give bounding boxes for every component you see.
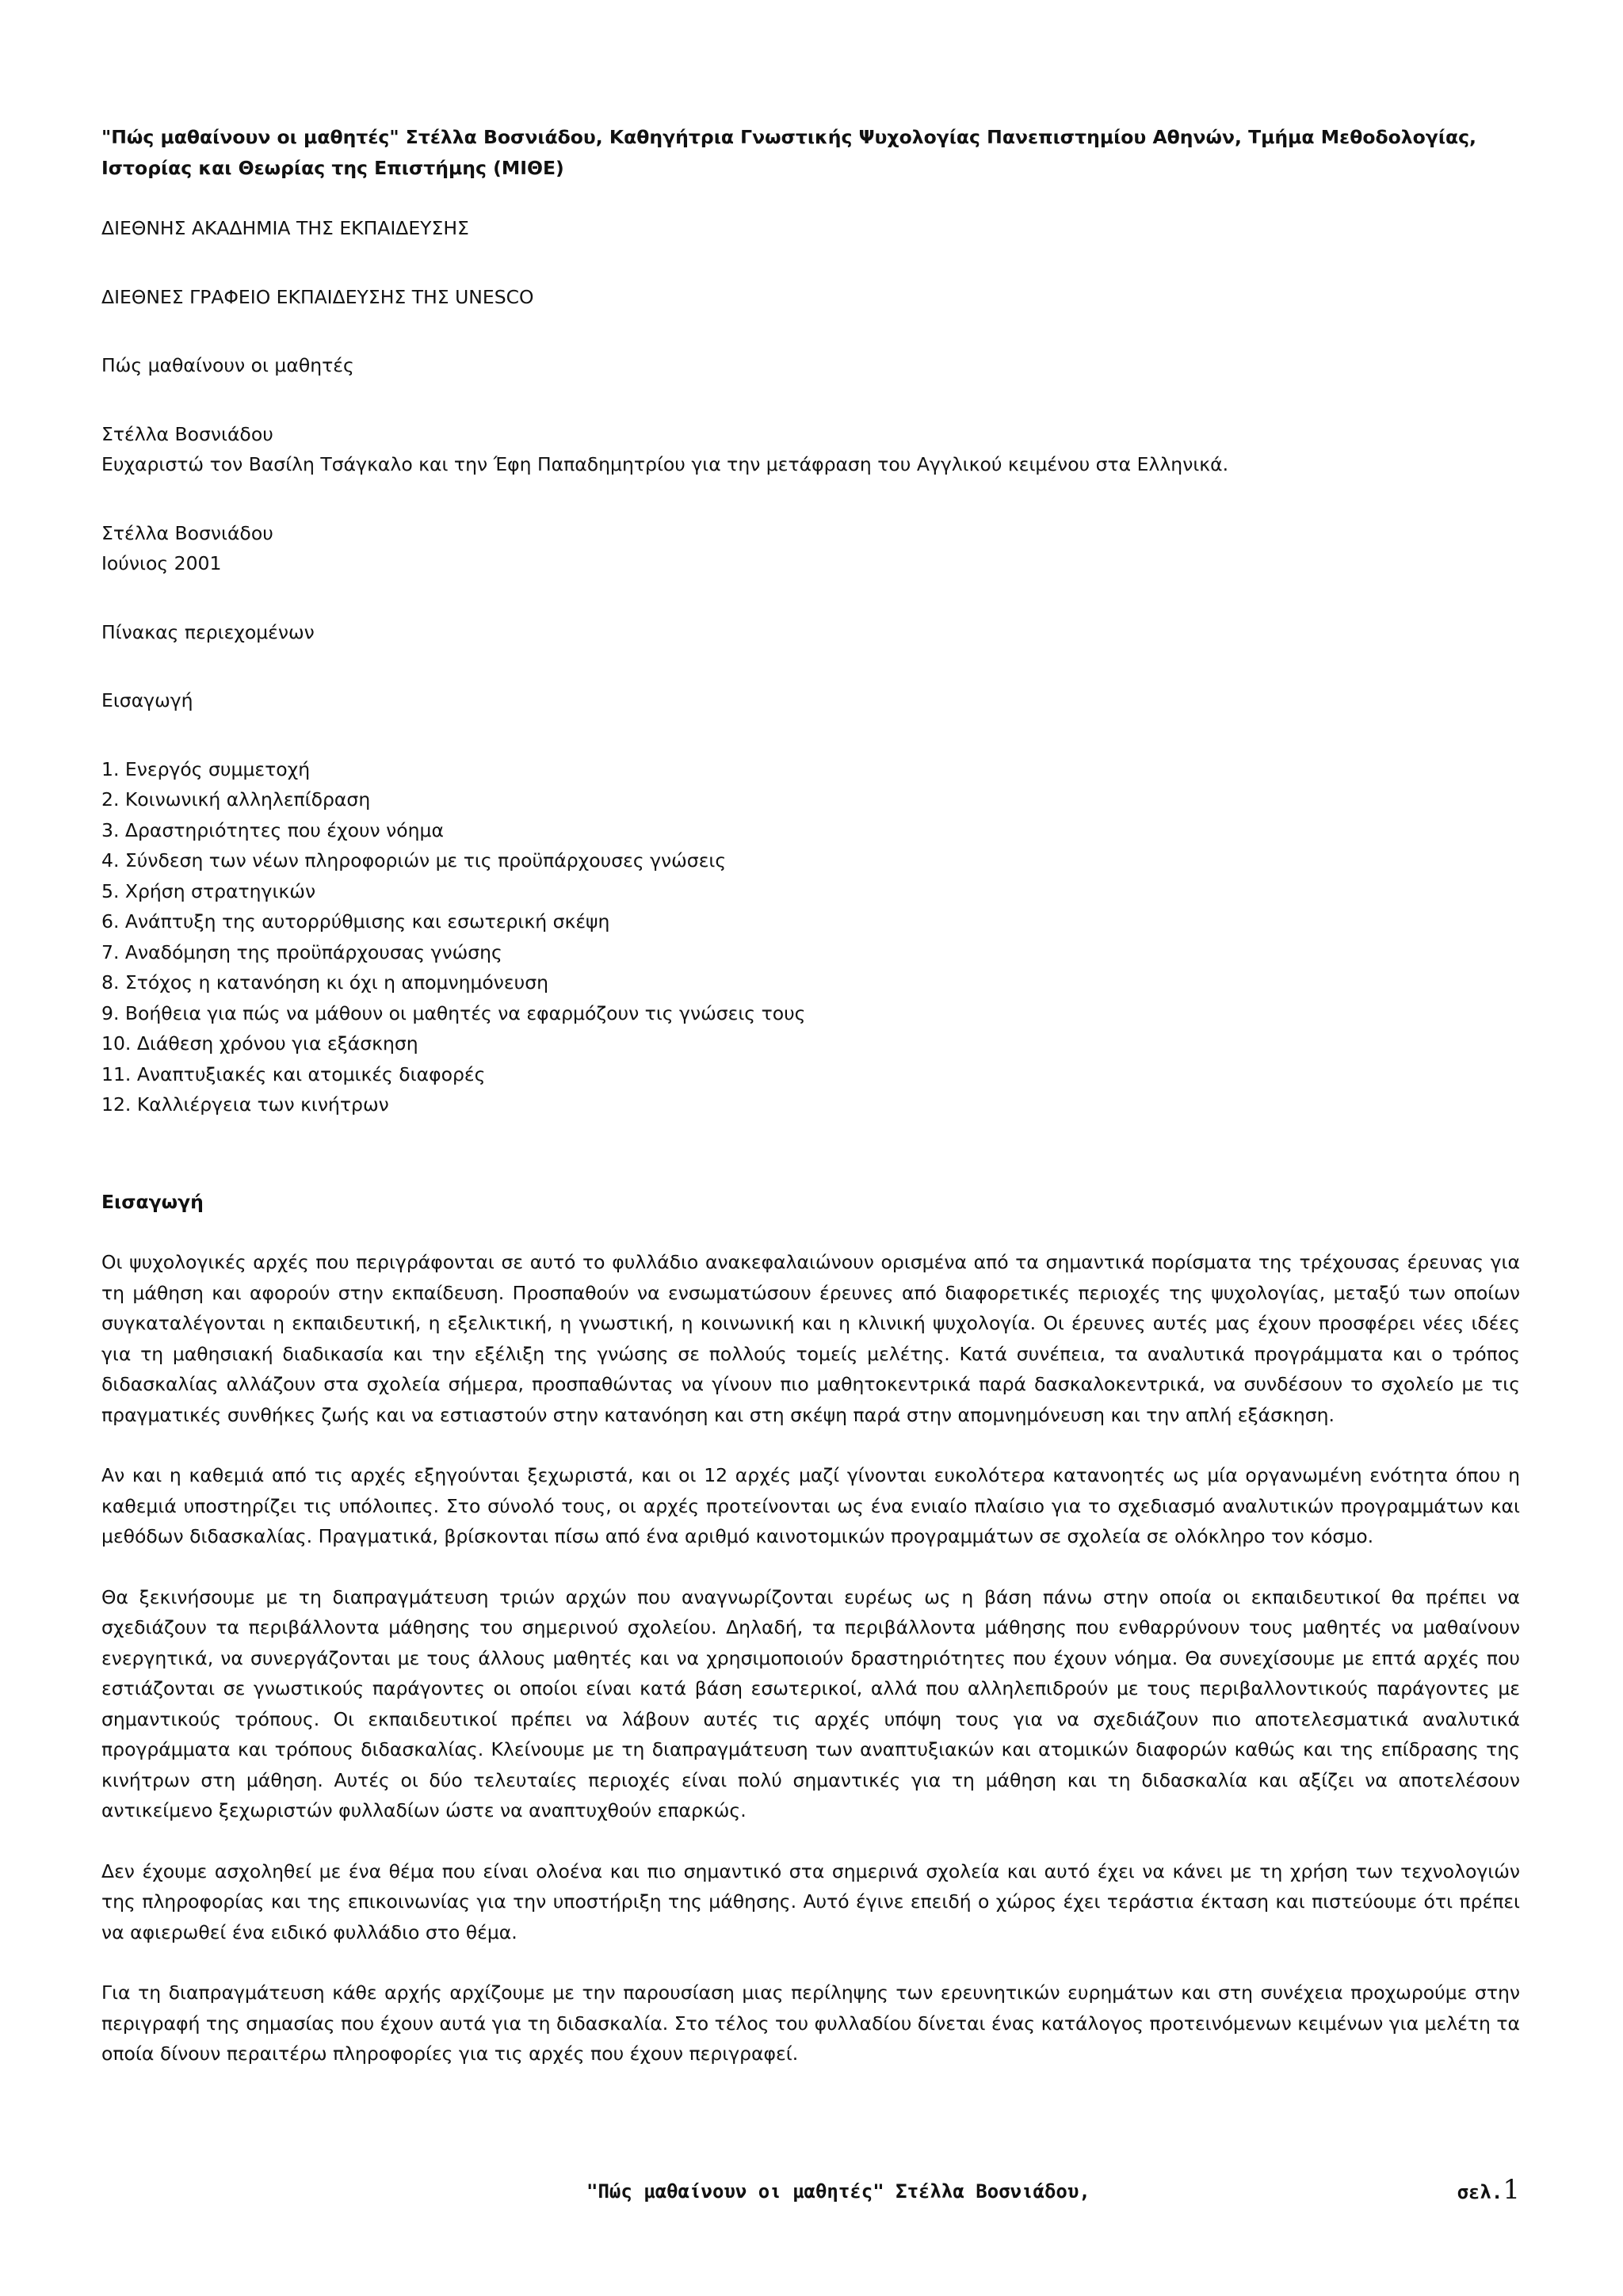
toc-item: 5. Χρήση στρατηγικών	[101, 879, 316, 902]
intro-paragraph: Δεν έχουμε ασχοληθεί με ένα θέμα που είναι ολοένα και πιο σημαντικό στα σημερινά σχολεία και αυτό έχει να κάνει με τη χρήση των τεχνολογιών της πληροφορίας και της επικοινωνίας για την υποστήριξη της μάθησης. Αυτό έγινε επειδή ο χώρος έχει τεράστια έκταση και πιστεύουμε ότι πρέπει να αφιερωθεί ένα ειδικό φυλλάδιο στο θέμα.	[101, 1859, 1520, 1943]
document-date: Ιούνιος 2001	[101, 552, 222, 574]
intro-paragraph: Αν και η καθεμιά από τις αρχές εξηγούνται ξεχωριστά, και οι 12 αρχές μαζί γίνονται ευκολότερα κατανοητές ως μία οργανωμένη ενότητα όπου η καθεμιά υποστηρίζει τις υπόλοιπες. Στο σύνολό τους, οι αρχές προτείνονται ως ένα ενιαίο πλαίσιο για το σχεδιασμό αναλυτικών προγραμμάτων και μεθόδων διδασκαλίας. Πραγματικά, βρίσκονται πίσω από ένα αριθμό καινοτομικών προγραμμάτων σε σχολεία σε ολόκληρο τον κόσμο.	[101, 1464, 1520, 1547]
toc-item: 12. Καλλιέργεια των κινήτρων	[101, 1093, 389, 1116]
toc-intro: Εισαγωγή	[101, 689, 193, 711]
toc-item: 6. Ανάπτυξη της αυτορρύθμισης και εσωτερική σκέψη	[101, 910, 610, 933]
toc-list	[101, 754, 1520, 1120]
toc-item: 1. Ενεργός συμμετοχή	[101, 757, 311, 780]
intro-paragraph: Οι ψυχολογικές αρχές που περιγράφονται σε αυτό το φυλλάδιο ανακεφαλαιώνουν ορισμένα από τα σημαντικά πορίσματα της τρέχουσας έρευνας για τη μάθηση και αφορούν στην εκπαίδευση. Προσπαθούν να ενσωματώσουν έρευνες από διαφορετικές περιοχές της ψυχολογίας, μεταξύ των οποίων συγκαταλέγονται η εκπαιδευτική, η εξελικτική, η γνωστική, η κοινωνική και η κλινική ψυχολογία. Οι έρευνες αυτές μας έχουν προσφέρει νέες ιδέες για τη μαθησιακή διαδικασία και την εξέλιξη της γνώσης σε πολλούς τομείς μελέτης. Κατά συνέπεια, τα αναλυτικά προγράμματα και ο τρόπος διδασκαλίας αλλάζουν στα σχολεία σήμερα, προσπαθώντας να γίνουν πιο μαθητοκεντρικά παρά δασκαλοκεντρικά, να συνδέσουν το σχολείο με τις πραγματικές συνθήκες ζωής και να εστιαστούν στην κατανόηση και στη σκέψη παρά στην απομνημόνευση και την απλή εξάσκηση.	[101, 1251, 1520, 1426]
toc-item: 10. Διάθεση χρόνου για εξάσκηση	[101, 1032, 418, 1055]
toc-item: 11. Αναπτυξιακές και ατομικές διαφορές	[101, 1062, 486, 1085]
toc-item: 3. Δραστηριότητες που έχουν νόημα	[101, 818, 444, 841]
author-name: Στέλλα Βοσνιάδου	[101, 422, 273, 445]
document-header-title: "Πώς μαθαίνουν οι μαθητές" Στέλλα Βοσνιάδου, Καθηγήτρια Γνωστικής Ψυχολογίας Πανεπιστημίου Αθηνών, Τμήμα Μεθοδολογίας, Ιστορίας και Θεωρίας της Επιστήμης (ΜΙΘΕ)	[101, 126, 1476, 179]
intro-paragraph: Για τη διαπραγμάτευση κάθε αρχής αρχίζουμε με την παρουσίαση μιας περίληψης των ερευνητικών ευρημάτων και στη συνέχεια προχωρούμε στην περιγραφή της σημασίας που έχουν αυτά για τη διδασκαλία. Στο τέλος του φυλλαδίου δίνεται ένας κατάλογος προτεινόμενων κειμένων για μελέτη τα οποία δίνουν περαιτέρω πληροφορίες για τις αρχές που έχουν περιγραφεί.	[101, 1981, 1520, 2065]
toc-item: 4. Σύνδεση των νέων πληροφοριών με τις προϋπάρχουσες γνώσεις	[101, 849, 727, 871]
author-signature: Στέλλα Βοσνιάδου	[101, 521, 273, 544]
author-block	[101, 419, 1520, 480]
bureau-name: ΔΙΕΘΝΕΣ ΓΡΑΦΕΙΟ ΕΚΠΑΙΔΕΥΣΗΣ ΤΗΣ UNESCO	[101, 285, 534, 308]
page-label: σελ.	[1457, 2181, 1503, 2203]
acknowledgement: Ευχαριστώ τον Βασίλη Τσάγκαλο και την Έφη Παπαδημητρίου για την μετάφραση του Αγγλικού κειμένου στα Ελληνικά.	[101, 453, 1229, 475]
document-body	[101, 122, 1520, 2100]
page-footer	[101, 2174, 1520, 2212]
document-title: Πώς μαθαίνουν οι μαθητές	[101, 354, 354, 376]
toc-item: 9. Βοήθεια για πώς να μάθουν οι μαθητές να εφαρμόζουν τις γνώσεις τους	[101, 1001, 806, 1024]
signature-block	[101, 518, 1520, 579]
toc-item: 7. Αναδόμηση της προϋπάρχουσας γνώσης	[101, 940, 502, 963]
page-number: 1	[1503, 2174, 1520, 2206]
toc-item: 2. Κοινωνική αλληλεπίδραση	[101, 788, 371, 810]
page-number-label	[1457, 2174, 1520, 2206]
intro-paragraph: Θα ξεκινήσουμε με τη διαπραγμάτευση τριών αρχών που αναγνωρίζονται ευρέως ως η βάση πάνω στην οποία οι εκπαιδευτικοί θα πρέπει να σχεδιάζουν τα περιβάλλοντα μάθησης του σημερινού σχολείου. Δηλαδή, τα περιβάλλοντα μάθησης που ενθαρρύνουν τους μαθητές να μαθαίνουν ενεργητικά, να συνεργάζονται με τους άλλους μαθητές και να χρησιμοποιούν δραστηριότητες που έχουν νόημα. Θα συνεχίσουμε με επτά αρχές που εστιάζονται σε γνωστικούς παράγοντες οι οποίοι είναι κατά βάση εσωτερικοί, αλλά που αλληλεπιδρούν με τους περιβαλλοντικούς παράγοντες με σημαντικούς τρόπους. Οι εκπαιδευτικοί πρέπει να λάβουν αυτές τις αρχές υπόψη τους για να σχεδιάζουν πιο αποτελεσματικά αναλυτικά προγράμματα και τρόπους διδασκαλίας. Κλείνουμε με τη διαπραγμάτευση των αναπτυξιακών και ατομικών διαφορών καθώς και της επίδρασης της κινήτρων στη μάθηση. Αυτές οι δύο τελευταίες περιοχές είναι πολύ σημαντικές για τη μάθηση και τη διδασκαλία και αξίζει να αποτελέσουν αντικείμενο ξεχωριστών φυλλαδίων ώστε να αναπτυχθούν επαρκώς.	[101, 1585, 1520, 1821]
toc-item: 8. Στόχος η κατανόηση κι όχι η απομνημόνευση	[101, 971, 549, 994]
footer-title: "Πώς μαθαίνουν οι μαθητές" Στέλλα Βοσνιάδου,	[586, 2180, 1090, 2203]
toc-title: Πίνακας περιεχομένων	[101, 620, 315, 643]
intro-heading: Εισαγωγή	[101, 1190, 204, 1213]
academy-name: ΔΙΕΘΝΗΣ ΑΚΑΔΗΜΙΑ ΤΗΣ ΕΚΠΑΙΔΕΥΣΗΣ	[101, 217, 469, 239]
